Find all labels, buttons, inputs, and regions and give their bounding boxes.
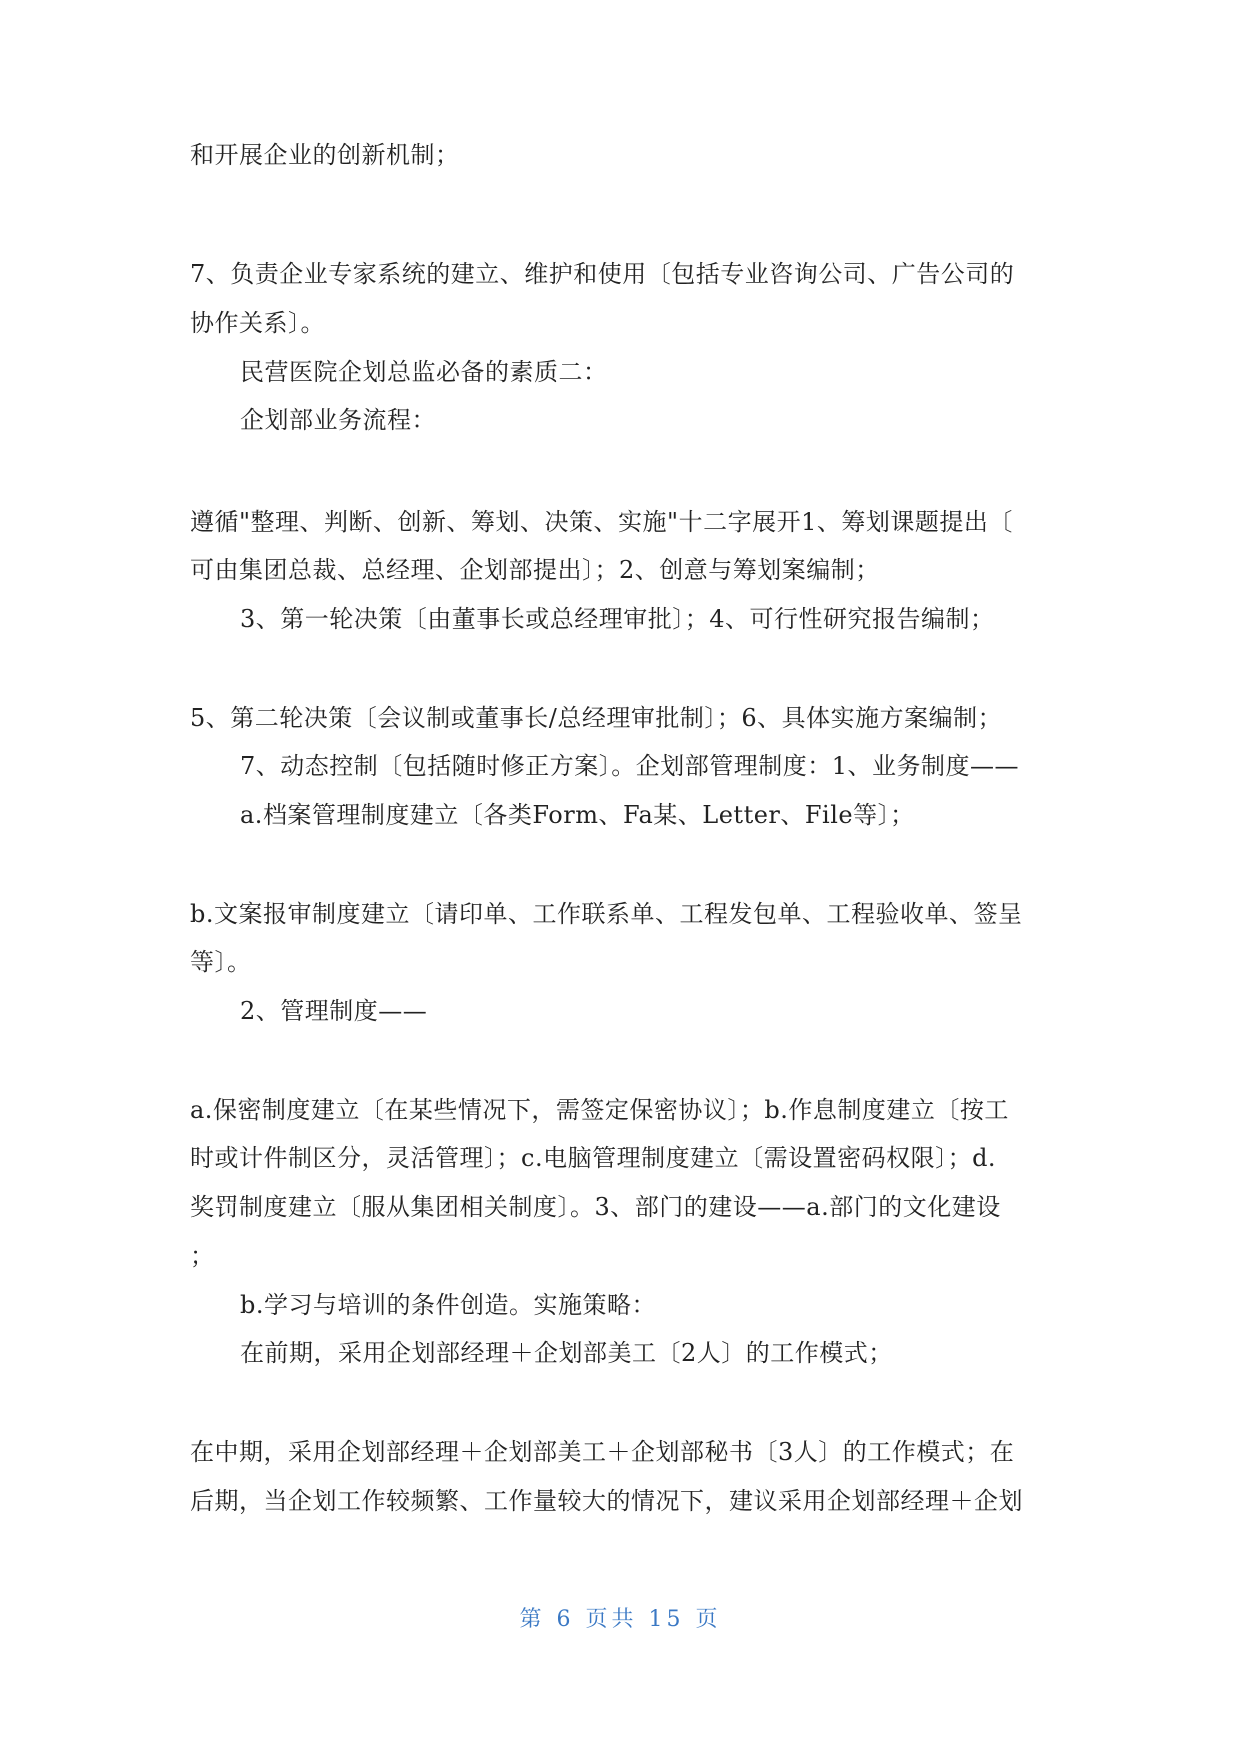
text-line: ； [190,1242,215,1270]
text-line: 在前期，采用企划部经理＋企划部美工〔2人〕的工作模式； [240,1339,893,1367]
text-line: 5、第二轮决策〔会议制或董事长/总经理审批制〕；6、具体实施方案编制； [190,704,1003,732]
text-line: 3、第一轮决策〔由董事长或总经理审批〕；4、可行性研究报告编制； [240,605,995,633]
text-line: 后期，当企划工作较频繁、工作量较大的情况下，建议采用企划部经理＋企划 [190,1487,1023,1515]
text-line: 奖罚制度建立〔服从集团相关制度〕。3、部门的建设——a.部门的文化建设 [190,1193,1001,1221]
page-footer: 第 6 页共 15 页 [519,1607,722,1632]
text-line: 7、动态控制〔包括随时修正方案〕。企划部管理制度：1、业务制度—— [240,752,1020,780]
text-line: a.档案管理制度建立〔各类Form、Fa某、Letter、File等〕； [240,801,915,829]
text-line: 7、负责企业专家系统的建立、维护和使用〔包括专业咨询公司、广告公司的 [190,260,1015,288]
text-line: b.文案报审制度建立〔请印单、工作联系单、工程发包单、工程验收单、签呈 [190,900,1023,928]
text-line: 企划部业务流程： [240,406,436,434]
text-line: 时或计件制区分，灵活管理〕；c.电脑管理制度建立〔需设置密码权限〕；d. [190,1144,997,1172]
text-line: 遵循"整理、判断、创新、筹划、决策、实施"十二字展开1、筹划课题提出〔 [190,508,1013,536]
text-line: 在中期，采用企划部经理＋企划部美工＋企划部秘书〔3人〕的工作模式；在 [190,1438,1015,1466]
text-line: b.学习与培训的条件创造。实施策略： [240,1291,656,1319]
text-line: 和开展企业的创新机制； [190,141,460,169]
text-line: 2、管理制度—— [240,997,428,1025]
text-line: 民营医院企划总监必备的素质二： [240,358,608,386]
text-line: 可由集团总裁、总经理、企划部提出〕；2、创意与筹划案编制； [190,556,880,584]
text-line: 等〕。 [190,948,252,976]
text-line: 协作关系〕。 [190,309,325,337]
text-line: a.保密制度建立〔在某些情况下，需签定保密协议〕；b.作息制度建立〔按工 [190,1096,1009,1124]
